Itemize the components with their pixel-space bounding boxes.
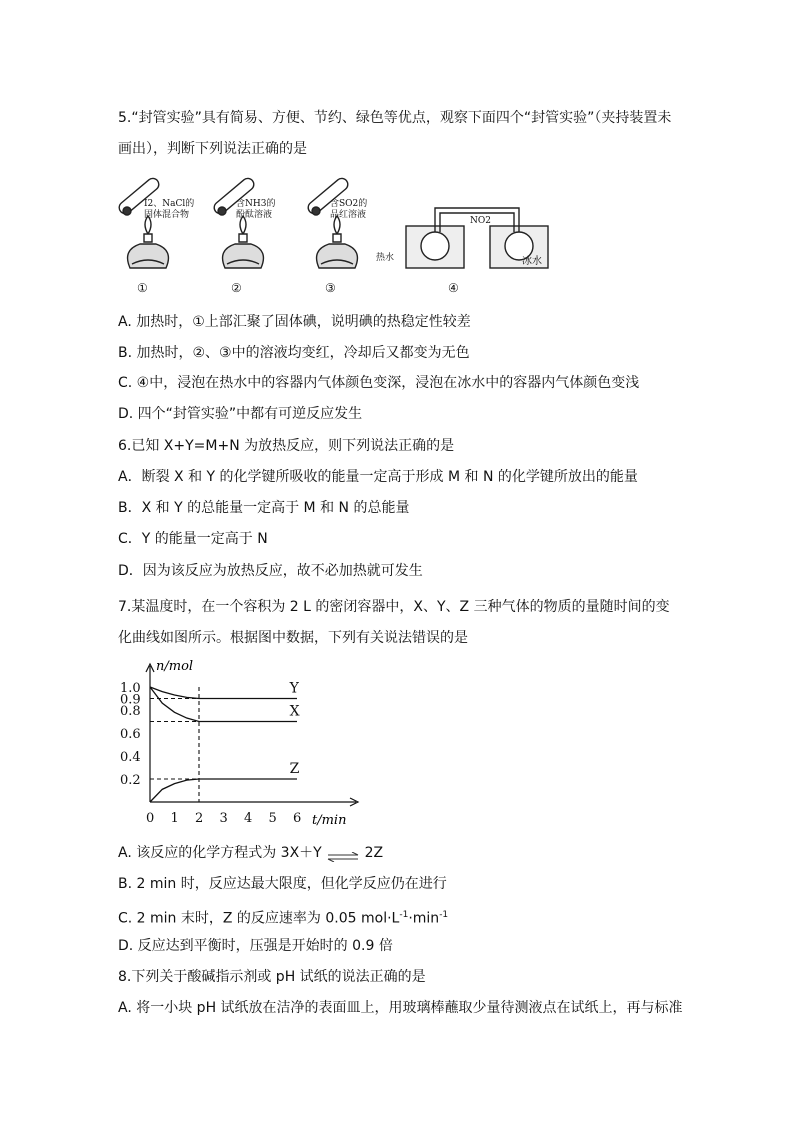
x-tick-label: 6 [293, 811, 302, 826]
y-tick-label: 0.2 [120, 773, 141, 788]
apparatus-2 [212, 176, 264, 268]
q7-option-c [118, 905, 448, 929]
q6-option-b: B．X 和 Y 的总能量一定高于 M 和 N 的总能量 [118, 500, 410, 516]
series-line-X [150, 687, 297, 722]
y-axis-label: n/mol [156, 659, 194, 674]
q7-option-d: D. 反应达到平衡时，压强是开始时的 0.9 倍 [118, 938, 393, 954]
label-solid-mixture: 固体混合物 [144, 210, 190, 220]
x-tick-label: 3 [219, 811, 228, 826]
series-label-X: X [289, 703, 300, 720]
q6-option-a: A．断裂 X 和 Y 的化学键所吸收的能量一定高于形成 M 和 N 的化学键所放出的能量 [118, 469, 638, 485]
x-tick-label: 5 [268, 811, 277, 826]
q7-option-a-product: 2Z [364, 845, 384, 861]
amount-vs-time-chart [118, 654, 360, 832]
question-8-stem: 8.下列关于酸碱指示剂或 pH 试纸的说法正确的是 [118, 969, 426, 985]
q7-option-a-text: A. 该反应的化学方程式为 3X＋Y [118, 845, 322, 861]
q7-option-b: B. 2 min 时，反应达最大限度，但化学反应仍在进行 [118, 876, 447, 892]
x-tick-label: 2 [195, 811, 204, 826]
y-tick-label: 0.9 [120, 692, 141, 708]
q6-option-d: D．因为该反应为放热反应，故不必加热就可发生 [118, 563, 423, 579]
label-magenta: 品红溶液 [330, 210, 367, 220]
label-hot-water: 热水 [376, 253, 395, 263]
q7-option-a [118, 843, 383, 863]
y-tick-label: 1.0 [120, 681, 141, 696]
y-tick-label: 0.8 [120, 704, 141, 719]
x-tick-label: 0 [146, 811, 155, 826]
label-so2: 含SO2的 [330, 199, 368, 209]
question-7-stem: 7.某温度时，在一个容积为 2 L 的密闭容器中，X、Y、Z 三种气体的物质的量随时间的变化曲线如图所示。根据图中数据，下列有关说法错误的是 [118, 599, 670, 646]
series-line-Y [150, 687, 297, 699]
question-6-stem: 6.已知 X+Y=M+N 为放热反应，则下列说法正确的是 [118, 438, 455, 454]
q5-option-b: B. 加热时，②、③中的溶液均变红，冷却后又都变为无色 [118, 345, 470, 361]
label-i2-nacl: I2、NaCl的 [144, 199, 195, 209]
x-tick-label: 4 [244, 811, 253, 826]
number-4: ④ [448, 281, 459, 295]
x-axis-label: t/min [312, 813, 347, 828]
number-2: ② [231, 281, 242, 295]
label-phenolphthalein: 酚酞溶液 [236, 210, 273, 220]
q7-option-c-unit: ·min [408, 910, 440, 927]
x-tick-label: 1 [170, 811, 179, 826]
q7-option-c-exponent-1: -1 [399, 910, 409, 920]
series-label-Y: Y [289, 680, 299, 697]
q7-option-c-text: C. 2 min 末时，Z 的反应速率为 0.05 mol·L [118, 910, 400, 927]
label-nh3: 含NH3的 [236, 199, 276, 209]
number-3: ③ [325, 281, 336, 295]
q7-option-c-exponent-2: -1 [439, 910, 449, 920]
q5-option-c: C. ④中，浸泡在热水中的容器内气体颜色变深，浸泡在冰水中的容器内气体颜色变浅 [118, 375, 640, 391]
y-tick-label: 0.4 [120, 750, 141, 765]
apparatus-1 [118, 176, 168, 268]
series-label-Z: Z [289, 761, 300, 777]
reversible-arrow-icon [326, 848, 360, 858]
label-no2: NO2 [470, 216, 491, 226]
q5-option-a: A. 加热时，①上部汇聚了固体碘，说明碘的热稳定性较差 [118, 314, 471, 330]
question-5-stem: 5.“封管实验”具有简易、方便、节约、绿色等优点，观察下面四个“封管实验”（夹持装置未画出），判断下列说法正确的是 [118, 110, 672, 157]
q8-option-a: A. 将一小块 pH 试纸放在洁净的表面皿上，用玻璃棒蘸取少量待测液点在试纸上，再与标准 [118, 1000, 683, 1016]
apparatus-3 [306, 176, 358, 268]
label-ice-water: 冰水 [522, 256, 542, 267]
y-tick-label: 0.6 [120, 727, 141, 742]
q5-option-d: D. 四个“封管实验”中都有可逆反应发生 [118, 406, 363, 422]
q6-option-c: C．Y 的能量一定高于 N [118, 531, 268, 547]
number-1: ① [137, 281, 148, 295]
sealed-tube-apparatus-figure [118, 168, 550, 296]
series-line-Z [150, 779, 297, 802]
